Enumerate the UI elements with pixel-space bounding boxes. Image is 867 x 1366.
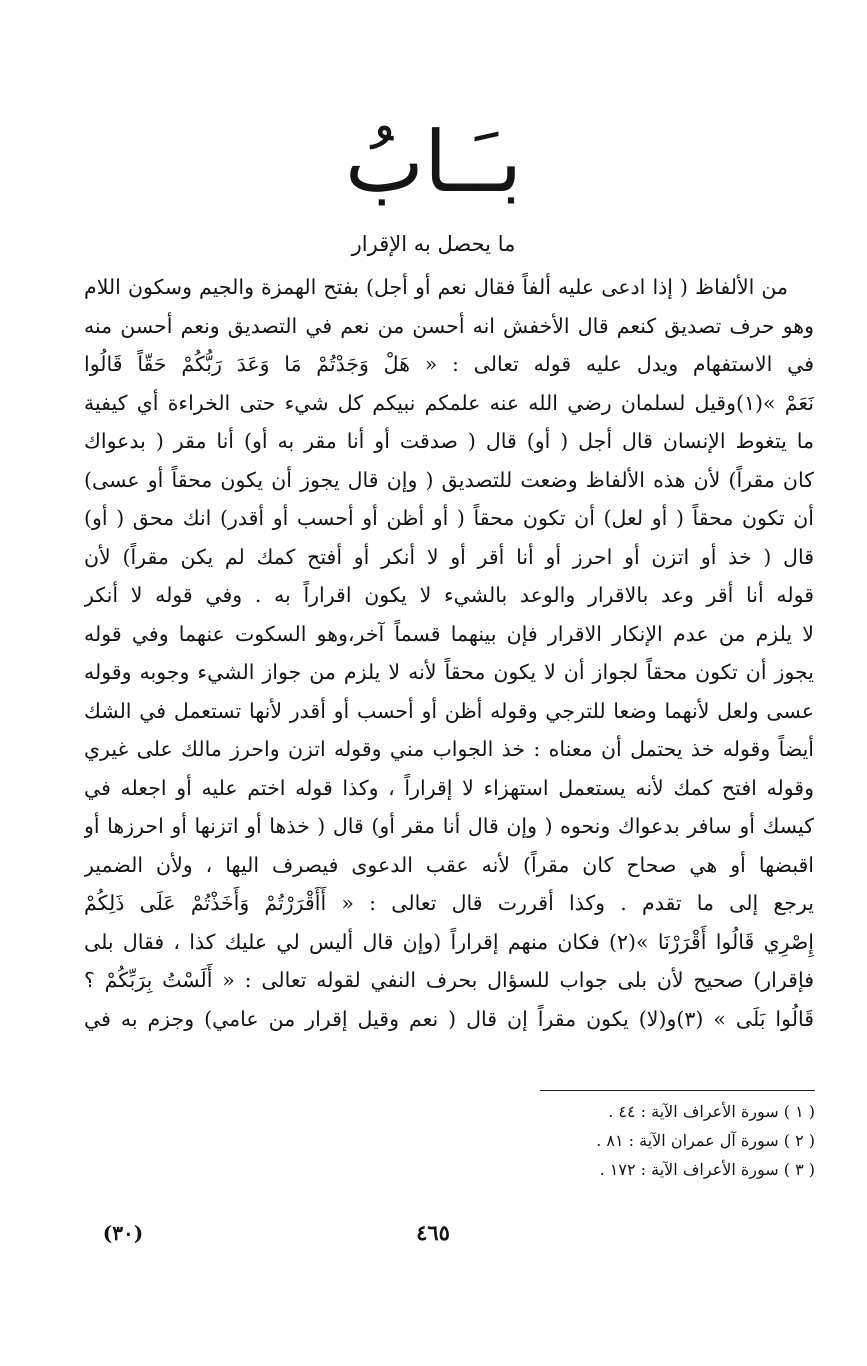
footnote-item: ( ١ ) سورة الأعراف الآية : ٤٤ . <box>608 1102 815 1121</box>
text-line: إِصْرِي قَالُوا أَقْرَرْنَا »(٢) فكان منهم إقراراً (وإن قال أليس لي عليك كذا ، فقال بلى <box>84 929 814 954</box>
footnote-item: ( ٣ ) سورة الأعراف الآية : ١٧٢ . <box>599 1160 815 1179</box>
body-paragraph <box>84 268 814 1038</box>
text-line: يجوز أن تكون محقاً لجواز أن لا يكون محقاً لأنه لا يلزم من جواز الشيء وجوبه وقوله <box>84 660 814 684</box>
footnote-item: ( ٢ ) سورة آل عمران الآية : ٨١ . <box>596 1131 815 1150</box>
text-line: أيضاً وقوله خذ يحتمل أن معناه : خذ الجواب مني وقوله اتزن واحرز مالك على غيري <box>84 737 814 761</box>
text-line: ما يتغوط الإنسان قال أجل ( أو) قال ( صدقت أو أنا مقر به أو) أنا مقر ( بدعواك <box>84 429 814 453</box>
chapter-heading: بـَـابُ <box>344 113 523 211</box>
signature-mark: (٣٠) <box>102 1221 144 1245</box>
text-line: قَالُوا بَلَى » (٣)و(لا) يكون مقراً إن قال ( نعم وقيل إقرار من عامي) وجزم به في <box>84 1006 814 1031</box>
text-line: عسى ولعل لأنهما وضعا للترجي وقوله أظن أو أحسب أو أقدر لأنها تستعمل في الشك <box>84 698 814 723</box>
footnote-divider <box>540 1090 815 1091</box>
text-line: لا يلزم من عدم الإنكار الاقرار فإن بينهما قسماً آخر،وهو السكوت عنهما وفي قوله <box>84 621 814 646</box>
text-line: قوله أنا أقر وعد بالاقرار والوعد بالشيء لا يكون اقراراً به . وفي قوله لا أنكر <box>84 583 814 607</box>
text-line: اقبضها أو هي صحاح كان مقراً) لأنه عقب الدعوى فيصرف اليها ، ولأن الضمير <box>84 852 814 877</box>
text-line: كيسك أو سافر بدعواك ونحوه ( وإن قال أنا مقر أو) قال ( خذها أو اتزنها أو احرزها أو <box>84 814 814 838</box>
text-line: قال ( خذ أو اتزن أو احرز أو أنا أقر أو لا أنكر أو أفتح كمك لم يكن مقراً) لأن <box>84 544 814 569</box>
text-line: وهو حرف تصديق كنعم قال الأخفش انه أحسن من نعم في التصديق ونعم أحسن منه <box>84 313 814 338</box>
text-line: أن تكون محقاً ( أو لعل) أن تكون محقاً ( أو أظن أو أحسب أو أقدر) انك محق ( أو) <box>84 506 814 530</box>
text-line: من الألفاظ ( إذا ادعى عليه ألفاً فقال نعم أو أجل) بفتح الهمزة والجيم وسكون اللام <box>84 275 788 299</box>
text-line: في الاستفهام ويدل عليه قوله تعالى : « هَلْ وَجَدْتُمْ مَا وَعَدَ رَبُّكُمْ حَقّاً قَالُوا <box>84 352 814 376</box>
text-line: كان مقراً) لأن هذه الألفاظ وضعت للتصديق ( وإن قال يجوز أن يكون محقاً أو عسى) <box>84 467 814 492</box>
text-line: فإقرار) صحيح لأن بلى جواب للسؤال بحرف النفي لقوله تعالى : « أَلَسْتُ بِرَبِّكُمْ ؟ <box>84 968 814 992</box>
text-line: وقوله افتح كمك لأنه يستعمل استهزاء لا إقراراً ، وكذا قوله اختم عليه أو اجعله في <box>84 775 814 800</box>
text-line: نَعَمْ »(١)وقيل لسلمان رضي الله عنه علمكم نبيكم كل شيء حتى الخراءة أي كيفية <box>84 390 814 415</box>
footnotes <box>400 1097 815 1184</box>
section-subtitle: ما يحصل به الإقرار <box>351 232 516 256</box>
page-number: ٤٦٥ <box>416 1220 450 1245</box>
text-line: يرجع إلى ما تقدم . وكذا أقررت قال تعالى : « أَأَقْرَرْتُمْ وَأَخَذْتُمْ عَلَى ذَلِكُمْ <box>84 891 814 915</box>
